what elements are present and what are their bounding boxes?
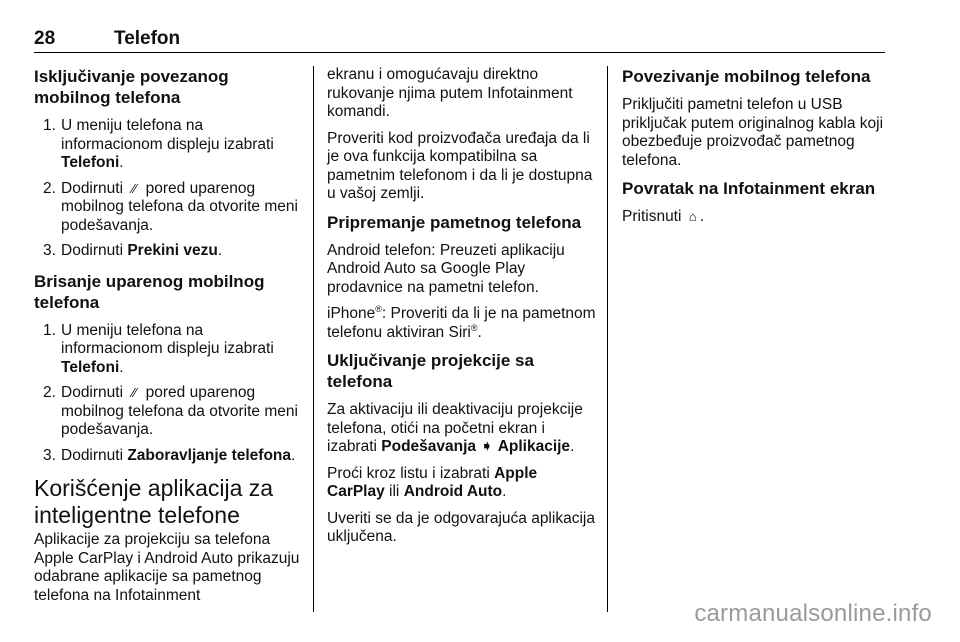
step-list	[34, 322, 304, 466]
page-header	[34, 28, 885, 53]
list-item: 1. U meniju telefona na informacionom displeju izabrati Telefoni.	[43, 321, 274, 376]
paragraph: Priključiti pametni telefon u USB priključak putem originalnog kabla koji obezbeđuje proizvođač pametnog telefona.	[622, 96, 884, 169]
section-heading: Pripremanje pametnog telefona	[327, 212, 582, 232]
paragraph: ekranu i omogućavaju direktno rukovanje njima putem Infotainment komandi.	[327, 66, 573, 120]
paragraph: Aplikacije za projekciju sa telefona Apple CarPlay i Android Auto prikazuju odabrane aplikacije sa pametnog telefona na Infotainment	[34, 531, 300, 604]
list-item: 3. Dodirnuti Prekini vezu.	[43, 242, 223, 259]
list-item: 2. Dodirnuti ⁄⁄ pored uparenog mobilnog telefona da otvorite meni podešavanja.	[43, 179, 298, 234]
section-heading: Povratak na Infotainment ekran	[622, 179, 876, 198]
column-1	[34, 66, 304, 613]
section-heading: Brisanje uparenog mobilnog telefona	[34, 271, 265, 312]
section-heading: Isključivanje povezanog mobilnog telefona	[34, 67, 229, 107]
home-icon: ⌂	[688, 209, 697, 224]
chapter-heading: Korišćenje aplikacija za inteligentne telefone	[34, 475, 274, 528]
column-2	[327, 66, 599, 555]
list-item: 3. Dodirnuti Zaboravljanje telefona.	[43, 446, 296, 464]
paragraph: iPhone®: Proveriti da li je na pametnom telefonu aktiviran Siri®.	[327, 303, 596, 341]
pencil-icon: ⁄⁄	[132, 180, 137, 196]
list-item: 2. Dodirnuti ⁄⁄ pored uparenog mobilnog telefona da otvorite meni podešavanja.	[43, 384, 298, 438]
column-divider	[313, 66, 314, 612]
column-3	[622, 66, 884, 235]
section-heading: Povezivanje mobilnog telefona	[622, 67, 871, 86]
watermark: carmanualsonline.info	[694, 600, 932, 627]
step-list	[34, 117, 304, 261]
paragraph: Uveriti se da je odgovarajuća aplikacija uključena.	[327, 509, 595, 545]
page-title: Telefon	[114, 28, 181, 49]
paragraph: Pritisnuti ⌂ .	[622, 208, 705, 225]
paragraph: Android telefon: Preuzeti aplikaciju Android Auto sa Google Play prodavnice na pametni telefon.	[327, 241, 565, 296]
page-number: 28	[34, 28, 56, 49]
paragraph: Za aktivaciju ili deaktivaciju projekcije telefona, otići na početni ekran i izabrati Podešavanja ➧ Aplikacije.	[327, 401, 583, 455]
pencil-icon: ⁄⁄	[132, 385, 137, 400]
paragraph: Proći kroz listu i izabrati Apple CarPlay ili Android Auto.	[327, 464, 538, 500]
paragraph: Proveriti kod proizvođača uređaja da li je ova funkcija kompatibilna sa pametnim telefonom i da li je dostupna u vašoj zemlji.	[327, 129, 593, 202]
section-heading: Uključivanje projekcije sa telefona	[327, 351, 534, 391]
arrow-right-icon: ➧	[480, 438, 494, 455]
list-item: 1. U meniju telefona na informacionom displeju izabrati Telefoni.	[43, 117, 274, 171]
column-divider	[607, 66, 608, 612]
